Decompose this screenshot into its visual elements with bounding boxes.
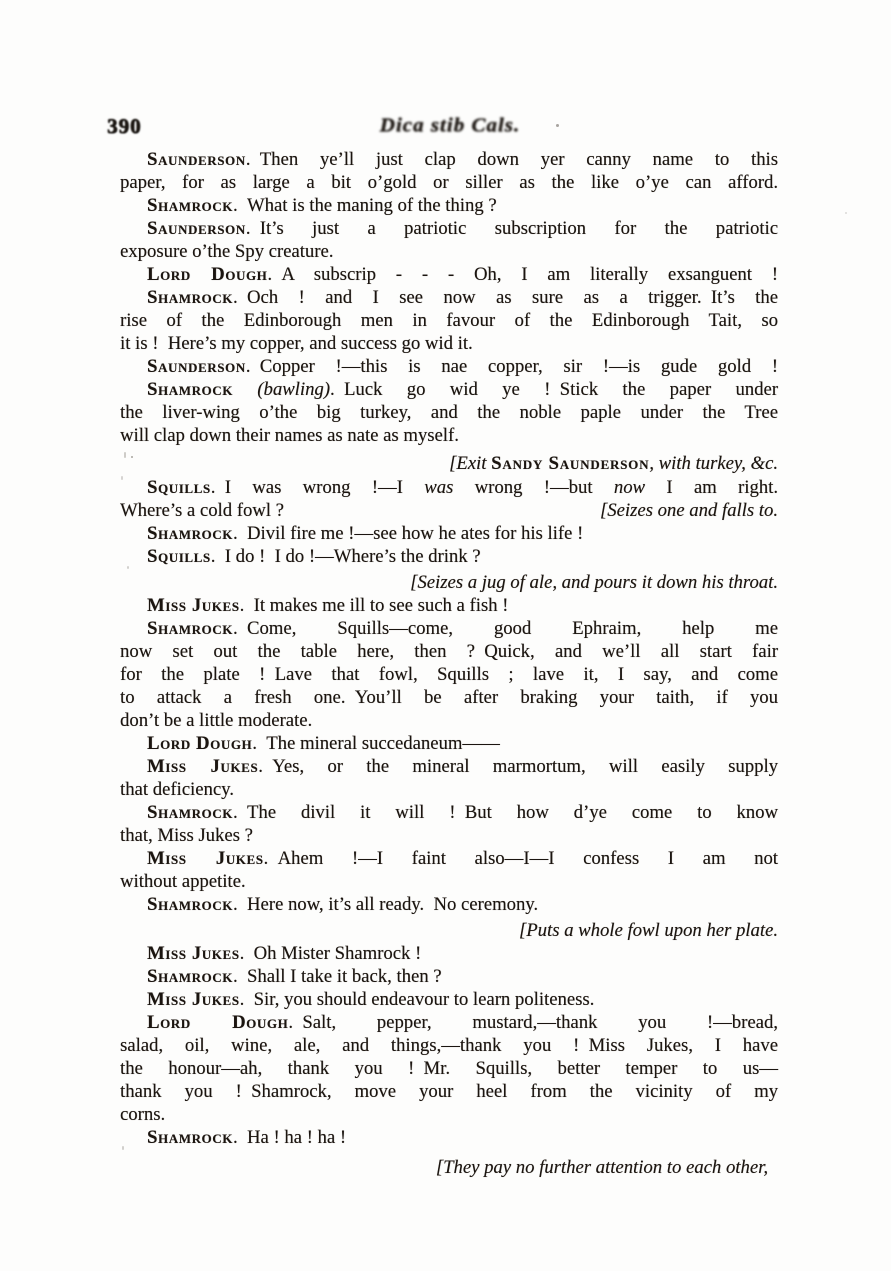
speaker-name: Shamrock (147, 379, 233, 400)
speaker-name: Miss Jukes (147, 595, 240, 616)
speaker-name: Miss Jukes (147, 943, 240, 964)
speech-text: . Shall I take it back, then ? (232, 966, 442, 987)
speech-text: . Come, Squills—come, good Ephraim, help me (232, 618, 778, 639)
speech-line-start (120, 217, 778, 240)
speech-text: . A subscrip - - - Oh, I am literally exsanguent ! (267, 264, 779, 285)
speaker-name: Saunderson (147, 356, 246, 377)
speech-line (120, 332, 778, 355)
speech-text: the honour—ah, thank you ! Mr. Squills, better temper to us— (120, 1058, 778, 1079)
speech-text: paper, for as large a bit o’gold or siller as the like o’ye can afford. (120, 172, 778, 193)
speech-line (120, 424, 778, 447)
speaker-name: Saunderson (147, 149, 246, 170)
speech-text: . The divil it will ! But how d’ye come to know (232, 802, 778, 823)
speech-text: . Then ye’ll just clap down yer canny name to this (245, 149, 778, 170)
speech-line (120, 240, 778, 263)
stage-direction (120, 571, 778, 594)
stage-direction (120, 919, 778, 942)
speaker-name: Lord Dough (147, 264, 268, 285)
speech-text: now set out the table here, then ? Quick, and we’ll all start fair (120, 641, 778, 662)
speech-text: rise of the Edinborough men in favour of the Edinborough Tait, so (120, 310, 778, 331)
speech-text: exposure o’the Spy creature. (120, 241, 334, 262)
speech-text: . Oh Mister Shamrock ! (239, 943, 422, 964)
speech-text: that deficiency. (120, 779, 234, 800)
speech-line (120, 640, 778, 663)
speech-line-start (120, 522, 778, 545)
italic-text: [They pay no further attention to each other, (435, 1157, 768, 1178)
speech-text: . Ahem !—I faint also—I—I confess I am not (263, 848, 778, 869)
speech-text: . I do ! I do !—Where’s the drink ? (210, 546, 481, 567)
speech-line-start (120, 194, 778, 217)
speech-text (120, 499, 284, 522)
speech-line (120, 401, 778, 424)
speech-text: the liver-wing o’the big turkey, and the noble paple under the Tree (120, 402, 778, 423)
speech-text: . Luck go wid ye ! Stick the paper under (329, 379, 778, 400)
speech-text: it is ! Here’s my copper, and success go wid it. (120, 333, 473, 354)
italic-text: [Seizes one and falls to. (599, 500, 778, 521)
speech-text: for the plate ! Lave that fowl, Squills ; lave it, I say, and come (120, 664, 778, 685)
speech-text: Where’s a cold fowl ? (120, 500, 284, 521)
speech-text: . Och ! and I see now as sure as a trigger. It’s the (232, 287, 778, 308)
speech-text: corns. (120, 1104, 166, 1125)
speech-text: I am right. (645, 477, 778, 498)
speech-line-start (120, 1011, 778, 1034)
speech-line (120, 778, 778, 801)
speaker-name: Shamrock (147, 195, 233, 216)
stage-direction (600, 499, 778, 522)
speaker-name: Shamrock (147, 1127, 233, 1148)
speaker-name: Miss Jukes (147, 989, 240, 1010)
speech-line-start (120, 1126, 778, 1149)
speech-text: . It makes me ill to see such a fish ! (239, 595, 509, 616)
ink-speck (124, 452, 126, 458)
speech-line-start (120, 755, 778, 778)
speech-text: . Yes, or the mineral marmortum, will easily supply (258, 756, 779, 777)
speech-line-start (120, 847, 778, 870)
speaker-name: Lord Dough (147, 733, 253, 754)
play-text (120, 148, 778, 1179)
speech-text: that, Miss Jukes ? (120, 825, 253, 846)
speech-text: . The mineral succedaneum—— (252, 733, 500, 754)
speech-text: will clap down their names as nate as myself. (120, 425, 459, 446)
speaker-name: Shamrock (147, 894, 233, 915)
ink-speck (556, 124, 559, 127)
italic-text: , with turkey, &c. (649, 453, 778, 474)
speaker-name: Shamrock (147, 618, 233, 639)
speech-line-start (120, 942, 778, 965)
speech-line-start (120, 965, 778, 988)
speaker-name: Squills (147, 546, 211, 567)
speech-text: . Copper !—this is nae copper, sir !—is gude gold ! (245, 356, 778, 377)
speech-line-start (120, 476, 778, 499)
speech-line (120, 709, 778, 732)
running-header (0, 112, 891, 146)
speech-line-start (120, 988, 778, 1011)
italic-text: (bawling) (232, 379, 330, 400)
speaker-name: Miss Jukes (147, 848, 264, 869)
speech-text: . Here now, it’s all ready. No ceremony. (232, 894, 539, 915)
speech-text: . What is the maning of the thing ? (232, 195, 497, 216)
speaker-name: Squills (147, 477, 211, 498)
speech-line-start (120, 378, 778, 401)
character-name: Sandy Saunderson (491, 453, 650, 474)
speech-line-start (120, 286, 778, 309)
speech-text: . Sir, you should endeavour to learn politeness. (239, 989, 595, 1010)
italic-text: [Exit (449, 453, 492, 474)
speech-line-with-stage-direction (120, 499, 778, 522)
speech-text: to attack a fresh one. You’ll be after braking your taith, if you (120, 687, 778, 708)
speech-line (120, 663, 778, 686)
ink-speck (127, 566, 129, 569)
speaker-name: Lord Dough (147, 1012, 289, 1033)
speaker-name: Shamrock (147, 966, 233, 987)
speaker-name: Shamrock (147, 523, 233, 544)
speech-text: wrong !—but (453, 477, 614, 498)
speech-line-start (120, 263, 778, 286)
speech-line (120, 686, 778, 709)
speech-line (120, 870, 778, 893)
speech-text: . It’s just a patriotic subscription for the patriotic (245, 218, 778, 239)
speech-line-start (120, 617, 778, 640)
speech-line-start (120, 732, 778, 755)
speech-line-start (120, 594, 778, 617)
speech-text: salad, oil, wine, ale, and things,—thank you ! Miss Jukes, I have (120, 1035, 778, 1056)
speech-line (120, 171, 778, 194)
speech-text: . Divil fire me !—see how he ates for his life ! (232, 523, 584, 544)
stage-direction (120, 452, 778, 475)
page-number: 390 (107, 114, 142, 138)
ink-speck (845, 212, 847, 214)
speaker-name: Miss Jukes (147, 756, 259, 777)
speaker-name: Shamrock (147, 287, 233, 308)
ink-speck (131, 456, 133, 458)
italic-text: [Seizes a jug of ale, and pours it down his throat. (410, 572, 778, 593)
stage-direction (120, 1156, 778, 1179)
speaker-name: Saunderson (147, 218, 246, 239)
speech-text: without appetite. (120, 871, 246, 892)
running-title: Dica stib Cals. (379, 113, 521, 137)
speech-text: thank you ! Shamrock, move your heel from the vicinity of my (120, 1081, 778, 1102)
speech-line (120, 1034, 778, 1057)
speech-text: . Ha ! ha ! ha ! (232, 1127, 347, 1148)
speech-line (120, 1080, 778, 1103)
speech-line-start (120, 545, 778, 568)
speech-text: . Salt, pepper, mustard,—thank you !—bread, (288, 1012, 778, 1033)
italic-text: now (613, 477, 645, 498)
speech-text: . I was wrong !—I (210, 477, 425, 498)
speech-line (120, 1057, 778, 1080)
speech-line-start (120, 148, 778, 171)
speaker-name: Shamrock (147, 802, 233, 823)
ink-speck (122, 1146, 124, 1150)
speech-line-start (120, 355, 778, 378)
italic-text: [Puts a whole fowl upon her plate. (518, 920, 778, 941)
speech-line-start (120, 893, 778, 916)
ink-speck (121, 476, 123, 480)
speech-text: don’t be a little moderate. (120, 710, 313, 731)
speech-line (120, 824, 778, 847)
speech-line-start (120, 801, 778, 824)
speech-line (120, 309, 778, 332)
speech-line (120, 1103, 778, 1126)
italic-text: was (424, 477, 454, 498)
